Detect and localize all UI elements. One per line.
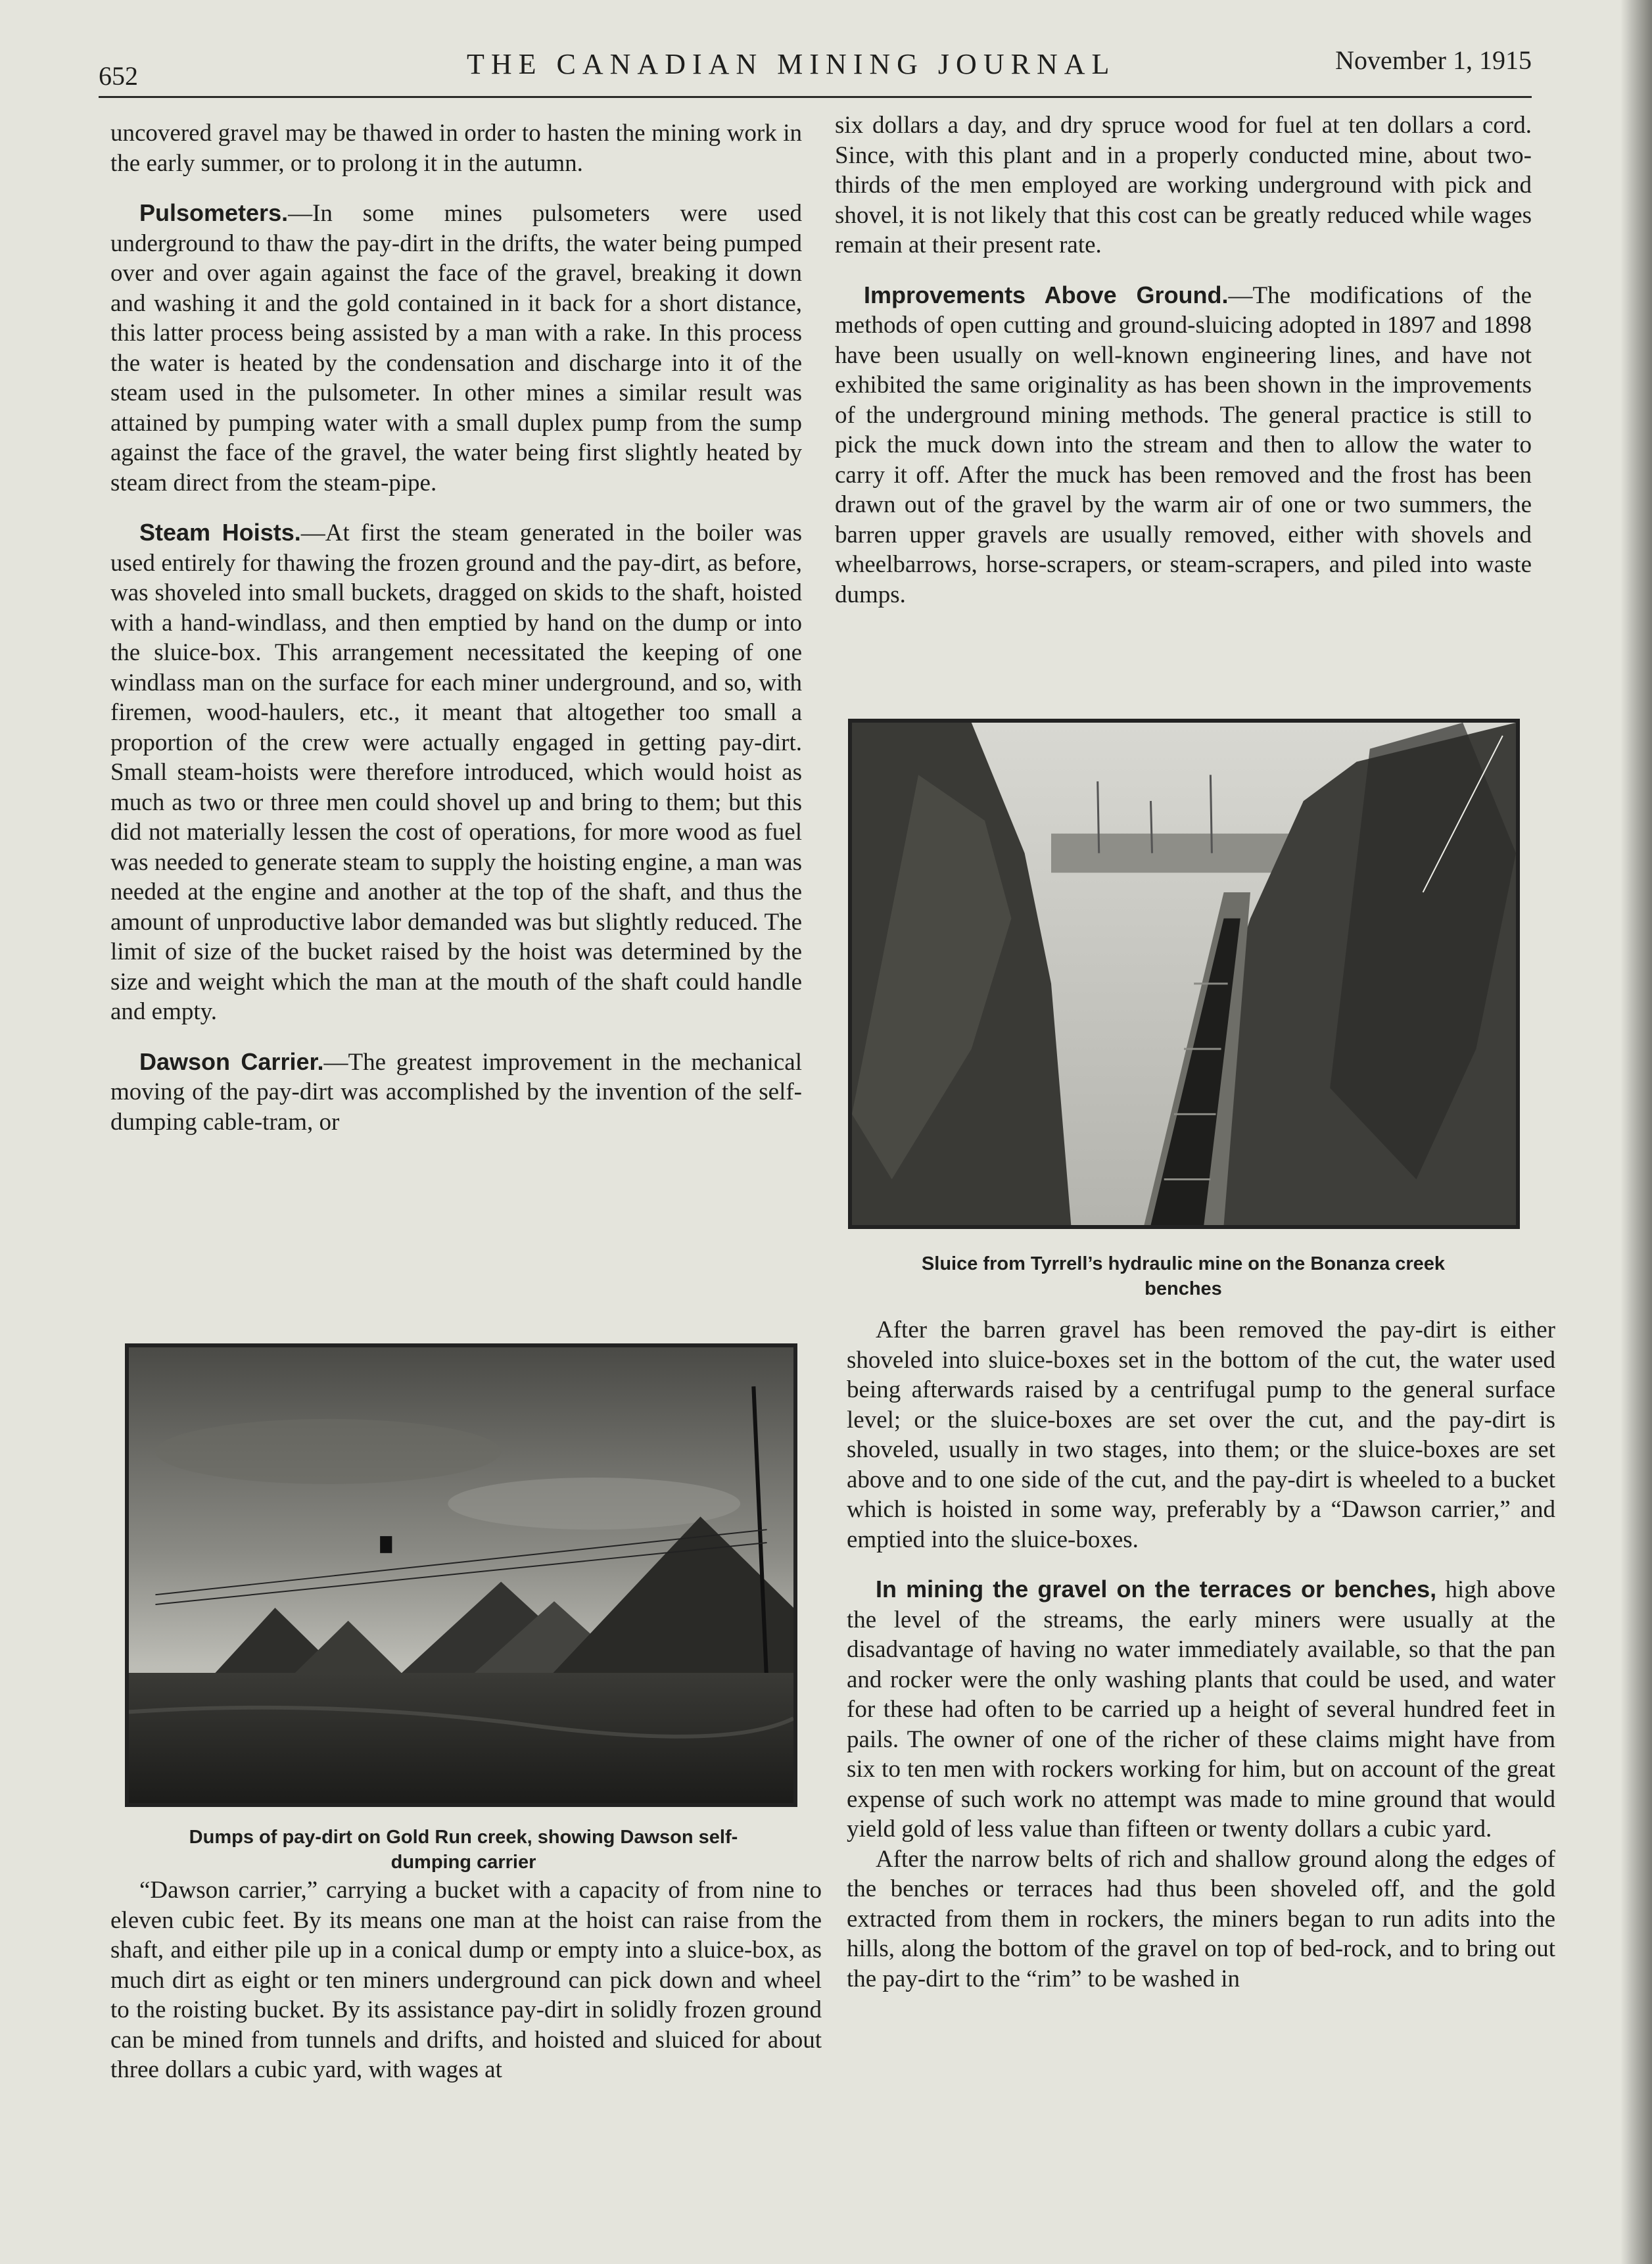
dawson-carrier-continued: “Dawson carrier,” carrying a bucket with a capacity of from nine to eleven cubic feet. By its means one man at the hoist can raise from the shaft, and either pile up in a conical dump or empty into a sluice-box, as much dirt as eight or ten miners underground can pick down and wheel to the roisting bucket. By its assistance pay-dirt in solidly frozen ground can be mined from tunnels and drifts, and hoisted and sluiced for about three dollars a cubic yard, with wages at [110, 1877, 822, 2083]
page-number: 652 [99, 61, 138, 91]
dawson-carrier-paragraph [110, 1047, 802, 1138]
dawson-carrier-heading: Dawson Carrier. [139, 1048, 324, 1075]
paragraph-gap [110, 178, 802, 198]
running-header [99, 41, 1532, 91]
pulsometers-heading: Pulsometers. [139, 199, 289, 226]
sluicing-paragraph: After the barren gravel has been removed the pay-dirt is either shoveled into sluice-boxes set in the bottom of the cut, the water used being afterwards raised by a centrifugal pump to the general surface level; or the sluice-boxes are set over the cut, and the pay-dirt is shoveled, usually in two stages, into them; or the sluice-boxes are set above and to one side of the cut, and the pay-dirt is wheeled to a bucket which is hoisted in some way, preferably by a “Dawson carrier,” and emptied into the sluice-boxes. [847, 1316, 1555, 1553]
left-column-top [110, 118, 802, 1137]
page-edge-shadow [1620, 0, 1652, 2264]
gold-run-photo-caption: Dumps of pay-dirt on Gold Run creek, showing Dawson self-dumping carrier [189, 1827, 738, 1873]
improvements-paragraph [835, 280, 1532, 610]
left-column-bottom [110, 1875, 822, 2085]
tyrrell-sluice-illustration [852, 723, 1516, 1225]
improvements-heading: Improvements Above Ground. [864, 281, 1229, 308]
benches-heading: In mining the gravel on the terraces or benches, [876, 1576, 1437, 1602]
journal-title: THE CANADIAN MINING JOURNAL [467, 48, 1116, 80]
gold-run-dumps-illustration [129, 1347, 793, 1803]
gold-run-dumps-photo [125, 1343, 797, 1807]
paragraph-gap [835, 260, 1532, 280]
intro-paragraph: uncovered gravel may be thawed in order to hasten the mining work in the early summer, or to prolong it in the autumn. [110, 120, 802, 177]
dawson-carrier-text: —The greatest improvement in the mechanical moving of the pay-dirt was accomplished by the invention of the self-dumping cable-tram, or [110, 1048, 802, 1136]
wages-paragraph: six dollars a day, and dry spruce wood for fuel at ten dollars a cord. Since, with this plant and in a properly conducted mine, about two-thirds of the men employed are working underground with pick and shovel, it is not likely that this cost can be greatly reduced while wages remain at their present rate. [835, 112, 1532, 258]
issue-date: November 1, 1915 [1335, 45, 1532, 75]
steam-hoists-heading: Steam Hoists. [139, 519, 301, 546]
steam-hoists-text: —At first the steam generated in the boiler was used entirely for thawing the frozen ground and the pay-dirt, as before, was shoveled into small buckets, dragged on skids to the shaft, hoisted with a hand-windlass, and then emptied by hand on the dump or into the sluice-box. This arrangement necessitated the keeping of one windlass man on the surface for each miner underground, and so, with firemen, wood-haulers, etc., it meant that altogether too small a proportion of the crew were actually engaged in getting pay-dirt. Small steam-hoists were therefore introduced, which would hoist as much as two or three men could shovel up and bring to them; but this did not materially lessen the cost of operations, for more wood as fuel was needed to generate steam to supply the hoisting engine, a man was needed at the engine and another at the top of the shaft, and thus the amount of unproductive labor demanded was but slightly reduced. The limit of size of the bucket raised by the hoist was determined by the size and weight which the man at the mouth of the shaft could handle and empty. [110, 519, 802, 1025]
benches-text: high above the level of the streams, the early miners were usually at the disadvantage of having no water immediately available, so that the pan and rocker were the only washing plants that could be used, and water for these had often to be carried up a height of several hundred feet in pails. The owner of one of the richer of these claims might have from six to ten men with rockers working for him, but on account of the great expense of such work no attempt was made to mine ground that would yield gold of less value than fifteen or twenty dollars a cubic yard. [847, 1576, 1555, 1843]
right-column-bottom [847, 1315, 1555, 1994]
paragraph-gap [110, 1027, 802, 1047]
benches-paragraph [847, 1574, 1555, 1844]
pulsometers-paragraph [110, 198, 802, 498]
adits-paragraph: After the narrow belts of rich and shallow ground along the edges of the benches or terraces had thus been shoveled off, and the gold extracted from them in rockers, the miners began to run adits into the hills, along the bottom of the gravel on top of bed-rock, and to bring out the pay-dirt to the “rim” to be washed in [847, 1845, 1555, 1992]
steam-hoists-paragraph [110, 518, 802, 1027]
tyrrell-photo-caption: Sluice from Tyrrell’s hydraulic mine on the Bonanza creek benches [921, 1253, 1446, 1299]
paragraph-gap [847, 1554, 1555, 1574]
paragraph-gap [110, 498, 802, 518]
pulsometers-text: —In some mines pulsometers were used underground to thaw the pay-dirt in the drifts, the water being pumped over and over again against the face of the gravel, breaking it down and washing it and the gold contained in it back for a short distance, this latter process being assisted by a man with a rake. In this process the water is heated by the condensation and discharge into it of the steam used in the pulsometer. In other mines a similar result was attained by pumping water with a small duplex pump from the sump against the face of the gravel, the water being first slightly heated by steam direct from the steam-pipe. [110, 200, 802, 496]
tyrrell-sluice-photo [848, 719, 1520, 1229]
header-rule [99, 96, 1532, 98]
right-column-top [835, 110, 1532, 610]
improvements-text: —The modifications of the methods of open cutting and ground-sluicing adopted in 1897 and 1898 have been usually on well-known engineering lines, and have not exhibited the same originality as has been shown in the improvements of the underground mining methods. The general practice is still to pick the muck down into the stream and then to allow the water to carry it off. After the muck has been removed and the frost has been drawn out of the gravel by the warm air of one or two summers, the barren upper gravels are usually removed, either with shovels and wheelbarrows, horse-scrapers, or steam-scrapers, and piled into waste dumps. [835, 281, 1532, 608]
